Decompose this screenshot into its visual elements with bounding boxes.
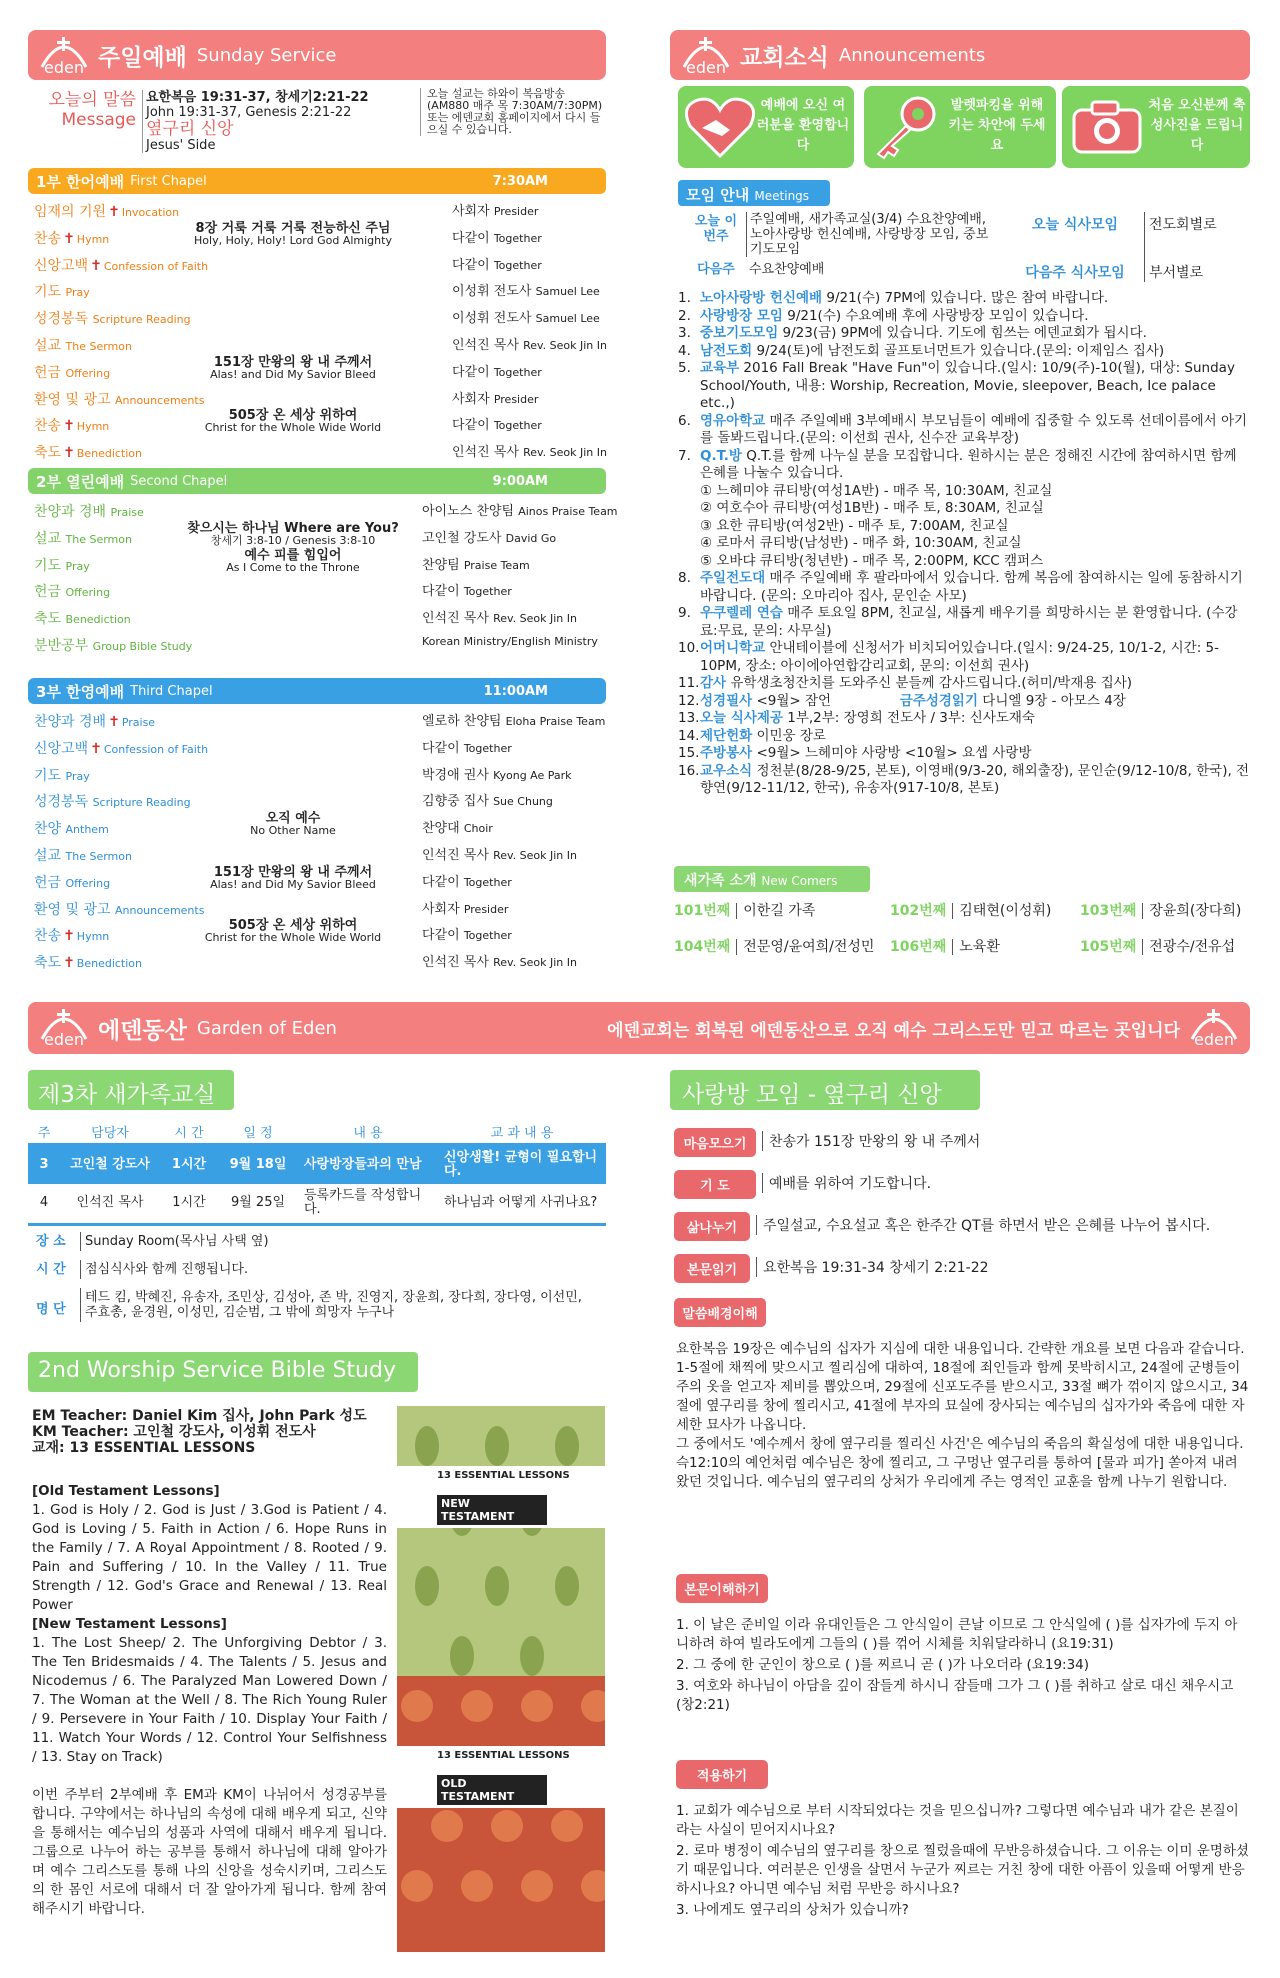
order-item-label: 찬송 ✝ Hymn (34, 418, 110, 435)
order-item-leader: 다같이 Together (422, 584, 512, 600)
order-item-leader: 다같이 Together (452, 230, 542, 246)
cross-icon: ✝ (90, 257, 102, 274)
first-chapel-bar: 1부 한어예배 First Chapel 7:30AM (28, 168, 606, 194)
worship-order-row (28, 250, 606, 276)
worship-order-row (28, 733, 606, 759)
order-item-label: 설교 The Sermon (34, 338, 132, 354)
order-item-leader: 아이노스 찬양팀 Ainos Praise Team (422, 504, 618, 519)
third-chapel (28, 678, 606, 972)
order-item-label: 축도 ✝ Benediction (34, 445, 143, 462)
book-label-band: 13 ESSENTIAL LESSONS OLD TESTAMENT (397, 1746, 605, 1808)
list-item: 8. 주일전도대 매주 주일예배 후 팔라마에서 있습니다. 함께 복음에 참여하시는 일에 동참하시기 바랍니다. (문의: 오마리아 집사, 문인순 사모) (678, 570, 1243, 604)
list-item: 7. Q.T.방 Q.T.를 함께 나누실 분을 모집합니다. 원하시는 분은 정해진 시간에 참여하시면 함께 은혜를 나눌수 있습니다. ① 느헤미야 큐티방(여성1A반) - 매주 목, 10:30AM, 친교실 ② 여호수아 큐티방(여성1B반) - 매주 토, 8:30AM, 친교실 ③ 요한 큐티방(여성2반) - 매주 토, 7:00AM, 친교실 ④ 로마서 큐티방(남성반) - 매주 화, 10:30AM, 친교실 ⑤ 오바댜 큐티방(청년반) - 매주 목, 2:00PM, KCC 캠퍼스 (672, 448, 1252, 571)
order-item-leader: 다같이 Together (452, 364, 542, 380)
book-cover-new (397, 1406, 605, 1676)
list-item: 14. 제단헌화 이민웅 장로 (678, 727, 826, 744)
order-item-leader: 다같이 Together (422, 740, 512, 756)
announcements-title: 교회소식 (740, 44, 829, 71)
newcomer-item: 101번째 이한길 가족 (674, 903, 816, 919)
hymn-title: 8장 거룩 거룩 거룩 전능하신 주님 Holy, Holy, Holy! Lord God Almighty (194, 220, 392, 247)
worship-order-row (28, 410, 606, 436)
order-item-label: 축도 Benediction (34, 611, 131, 628)
eden-logo-icon (36, 1005, 92, 1051)
newclass-title: 제3차 새가족교실 (28, 1070, 234, 1110)
svg-text:eden: eden (44, 58, 84, 77)
list-item: 12. 성경필사 <9월> 잠언 금주성경읽기 다니엘 9장 - 아모스 4장 (678, 692, 1126, 709)
worship-order-row (28, 384, 606, 410)
order-item-leader: 다같이 Together (422, 874, 512, 890)
worship-order-row (28, 840, 606, 866)
qt-group-item: ④ 로마서 큐티방(남성반) - 매주 화, 10:30AM, 친교실 (700, 535, 1022, 551)
hymn-title: 505장 온 세상 위하여 Christ for the Whole Wide World (204, 408, 382, 435)
announcements-title-en: Announcements (838, 44, 986, 66)
worship-order-row (28, 196, 606, 222)
order-item-label: 설교 The Sermon (34, 530, 132, 547)
list-item: 4. 남전도회 9/24(토)에 남전도회 골프토너먼트가 있습니다.(문의: 이제임스 집사) (678, 342, 1165, 359)
first-chapel (28, 168, 607, 462)
order-item-leader: 다같이 Together (452, 418, 542, 434)
table-row: 4 인석진 목사 1시간 9월 25일 등록카드를 작성합니다. 하나님과 어떻게 사귀나요? (28, 1184, 606, 1224)
newcomer-item: 106번째 노육환 (890, 939, 1000, 955)
sunday-title-en: Sunday Service (196, 44, 337, 66)
order-item-leader: 사회자 Presider (452, 391, 539, 407)
third-chapel-bar: 3부 한영예배 Third Chapel 11:00AM (28, 678, 606, 704)
worship-order-row (28, 520, 606, 549)
cross-icon: ✝ (63, 418, 75, 435)
worship-order-row (28, 813, 606, 839)
list-item: 11. 감사 유학생초청잔치를 도와주신 분들께 감사드립니다.(허미/박재용 집사) (678, 675, 1133, 691)
hymn-title: 505장 온 세상 위하여 Christ for the Whole Wide World (204, 918, 382, 945)
eden-title-en: Garden of Eden (196, 1017, 337, 1039)
order-item-leader: 김향중 집사 Sue Chung (422, 794, 553, 810)
order-item-leader: 이성휘 전도사 Samuel Lee (452, 311, 600, 327)
worship-order-row (28, 894, 606, 920)
order-item-leader: 이성휘 전도사 Samuel Lee (452, 284, 600, 300)
order-item-label: 축도 ✝ Benediction (34, 955, 143, 972)
book-cover-old (397, 1676, 605, 1952)
list-item: 5. 교육부 2016 Fall Break "Have Fun"이 있습니다.(일시: 10/9(주)-10(월), 대상: Sunday School/Youth, 내용: Worship, Recreation, Movie, sleepover, Beach, Ice palace etc.,) (678, 360, 1235, 411)
study-lessons: [Old Testament Lessons] 1. God is Holy / 2. God is Just / 3.God is Patient / 4. God is Loving / 5. Faith in Action / 6. Hope Runs in the Family / 7. A Royal Appointment / 8. Rooted / 9. Pain and Suffering / 10. In the Valley / 11. True Strength / 12. God's Grace and Renewal / 13. Real Power [New Testament Lessons] 1. The Lost Sheep/ 2. The Unforgiving Debtor / 3. The Ten Bridesmaids / 4. The Talents / 5. Jesus and Nicodemus / 6. The Paralyzed Man Lowered Down / 7. The Woman at the Well / 8. The Rich Young Ruler / 9. Persevere in Your Faith / 10. Display Your Faith / 11. Watch Your Words / 12. Control Your Selfishness / 13. Stay on Track) (32, 1483, 387, 1765)
order-item-label: 기도 Pray (34, 767, 90, 784)
message-scripture: 요한복음 19:31-37, 창세기2:21-22 John 19:31-37, Genesis 2:21-22 옆구리 신앙 Jesus' Side (142, 90, 412, 153)
cross-icon: ✝ (63, 955, 75, 972)
qt-group-item: ⑤ 오바댜 큐티방(청년반) - 매주 목, 2:00PM, KCC 캠퍼스 (700, 552, 1044, 569)
cross-icon: ✝ (108, 714, 120, 730)
eden-logo-icon (1186, 1005, 1242, 1051)
order-item-label: 환영 및 광고 Announcements (34, 901, 205, 918)
qt-group-item: ③ 요한 큐티방(여성2반) - 매주 토, 7:00AM, 친교실 (700, 517, 1009, 534)
newcomer-item: 103번째 장윤희(장다희) (1080, 903, 1242, 919)
list-item: 1. 노아사랑방 헌신예배 9/21(수) 7PM에 있습니다. 많은 참여 바랍니다. (678, 290, 1109, 306)
order-item-leader: 인석진 목사 Rev. Seok Jin In (422, 611, 577, 627)
sunday-banner (28, 30, 606, 80)
order-item-label: 기도 Pray (34, 557, 90, 574)
message-label: 오늘의 말씀 Message (48, 90, 136, 130)
group-background: 요한복음 19장은 예수님의 십자가 지심에 대한 내용입니다. 간략한 개요를 보면 다음과 같습니다. 1-5절에 채찍에 맞으시고 찔리심에 대하여, 18절에 죄인들과 함께 못박히시고, 24절에 군병들이 주의 옷을 얻고자 제비를 뽑았으며, 29절에 신포도주를 받으시고, 33절 뼈가 꺾이지 않으시고, 34절에 옆구리를 창에 찔리시고, 41절에 부자의 묘실에 장사되는 예수님의 십자가와 죽음에 대한 자세한 묘사가 나옵니다. 그 중에서도 '예수께서 창에 옆구리를 찔리신 사건'은 예수님의 죽음의 확실성에 대한 내용입니다. 슥12:10의 예언처럼 예수님은 창에 찔리고, 그 구멍난 옆구리를 통하여 [물과 피가] 쏟아져 내려왔던 것입니다. 예수님의 옆구리의 상처가 우리에게 주는 영적인 교훈을 함께 나누기 원합니다. (676, 1341, 1249, 1490)
order-item-label: 성경봉독 Scripture Reading (34, 794, 191, 811)
order-item-label: 설교 The Sermon (34, 848, 132, 864)
eden-logo-icon (36, 33, 92, 79)
study-teachers: EM Teacher: Daniel Kim 집사, John Park 성도 KM Teacher: 고인철 강도사, 이성휘 전도사 교재: 13 ESSENTIAL LESSONS (32, 1408, 367, 1456)
order-item-leader: 엘로하 찬양팀 Eloha Praise Team (422, 714, 606, 729)
order-item-leader: 인석진 목사 Rev. Seok Jin In (452, 445, 607, 461)
hymn-title: 찾으시는 하나님 Where are You? 창세기 3:8-10 / Genesis 3:8-10 (187, 520, 399, 547)
order-item-leader: 찬양팀 Praise Team (422, 557, 530, 573)
order-item-leader: 사회자 Presider (452, 204, 539, 219)
list-item: 2. 사랑방장 모임 9/21(수) 수요예배 후에 사랑방장 모임이 있습니다. (678, 307, 1089, 324)
newcomer-item: 105번째 전광수/전유섭 (1080, 939, 1236, 955)
camera-icon (1070, 98, 1144, 156)
study-description: 이번 주부터 2부예배 후 EM과 KM이 나뉘어서 성경공부를 합니다. 구약에서는 하나님의 속성에 대해 배우게 되고, 신약을 통해서는 예수님의 성품과 사역에 대해서 배우게 됩니다. 그룹으로 나누어 하는 공부를 통해서 하나님에 대해 알아가며 예수 그리스도를 통해 나의 신앙을 성숙시키며, 그리스도의 한 몸인 서로에 대해서 더 잘 알아가게 됩니다. 함께 참여해주시기 바랍니다. (32, 1787, 387, 1917)
second-chapel (28, 468, 618, 654)
order-item-label: 임재의 기원 ✝ Invocation (34, 204, 180, 220)
cross-icon: ✝ (90, 740, 102, 757)
worship-order-row (28, 276, 606, 302)
heart-handshake-icon (684, 94, 756, 160)
order-item-leader: 다같이 Together (422, 928, 512, 944)
order-item-label: 찬양과 경배 ✝ Praise (34, 714, 156, 730)
meetings-label: 모임 안내 Meetings (678, 180, 830, 206)
hymn-title: 예수 피를 힘입어 As I Come to the Throne (226, 547, 360, 574)
order-item-label: 신앙고백 ✝ Confession of Faith (34, 740, 209, 757)
hymn-title: 오직 예수 No Other Name (250, 811, 336, 838)
order-item-label: 찬양과 경배 Praise (34, 504, 144, 520)
order-item-leader: 인석진 목사 Rev. Seok Jin In (422, 848, 577, 863)
second-chapel-bar: 2부 열린예배 Second Chapel 9:00AM (28, 468, 606, 494)
worship-order-row (28, 354, 606, 383)
hymn-title: 151장 만왕의 왕 내 주께서 Alas! and Did My Savior Bleed (210, 354, 376, 381)
book-label-band: 13 ESSENTIAL LESSONS NEW TESTAMENT (397, 1466, 605, 1528)
group-understand-label: 본문이해하기 (676, 1574, 768, 1603)
order-item-label: 찬양 Anthem (34, 821, 109, 838)
order-item-label: 찬송 ✝ Hymn (34, 230, 110, 247)
worship-order-row (28, 437, 606, 463)
worship-order-row (28, 220, 606, 249)
order-item-label: 성경봉독 Scripture Reading (34, 311, 191, 328)
welcome-box: 예배에 오신 여러분을 환영합니다 (678, 86, 854, 168)
newcomers-list (674, 900, 1250, 970)
cross-icon: ✝ (63, 230, 75, 247)
list-item: 6. 영유아학교 매주 주일예배 3부예배시 부모님들이 예배에 집중할 수 있도록 선데이름에서 아기를 돌봐드립니다.(문의: 이선희 권사, 신수잔 교육부장) (678, 412, 1248, 446)
worship-order-row (28, 303, 606, 329)
order-item-label: 헌금 Offering (34, 874, 111, 891)
order-item-leader: 인석진 목사 Rev. Seok Jin In (422, 955, 577, 971)
order-item-leader: 사회자 Presider (422, 901, 509, 917)
eden-title: 에덴동산 (98, 1017, 187, 1044)
newcomer-item: 102번째 김태현(이성휘) (890, 903, 1052, 919)
qt-group-item: ① 느헤미야 큐티방(여성1A반) - 매주 목, 10:30AM, 친교실 (700, 482, 1053, 499)
svg-text:eden: eden (1194, 1030, 1234, 1049)
worship-order-row (28, 760, 606, 786)
cross-icon: ✝ (63, 928, 75, 945)
order-item-leader: 박경애 권사 Kyong Ae Park (422, 767, 572, 783)
worship-order-row (28, 947, 606, 973)
announcements-banner (670, 30, 1250, 80)
worship-order-row (28, 603, 606, 629)
worship-order-row (28, 706, 606, 732)
order-item-leader: 인석진 목사 Rev. Seok Jin In (452, 338, 607, 353)
eden-logo-icon (678, 33, 734, 79)
group-apply-label: 적용하기 (676, 1760, 768, 1789)
group-understand: 1. 이 날은 준비일 이라 유대인들은 그 안식일이 큰날 이므로 그 안식일에 ( )를 십자가에 두지 아니하려 하여 빌라도에게 그들의 ( )를 꺾어 시체를 치워달라하니 (요19:31) 2. 그 중에 한 군인이 창으로 ( )를 찌르니 곧 ( )가 나오더라 (요19:34) 3. 여호와 하나님이 아담을 깊이 잠들게 하시니 잠들매 그가 그 ( )를 취하고 살로 대신 채우시고 (창2:21) (676, 1617, 1238, 1713)
order-item-leader: 찬양대 Choir (422, 821, 493, 837)
leaf-pattern-icon (397, 1406, 605, 1676)
cross-icon: ✝ (63, 445, 75, 462)
svg-text:eden: eden (686, 58, 726, 77)
hymn-title: 151장 만왕의 왕 내 주께서 Alas! and Did My Savior Bleed (210, 864, 376, 891)
order-item-label: 헌금 Offering (34, 584, 111, 601)
qt-group-item: ② 여호수아 큐티방(여성1B반) - 매주 토, 8:30AM, 친교실 (700, 500, 1044, 516)
petal-pattern-icon (397, 1676, 605, 1952)
valet-box: 발렛파킹을 위해 키는 차안에 두세요 (864, 86, 1056, 168)
order-item-label: 환영 및 광고 Announcements (34, 391, 205, 408)
newcomers-label: 새가족 소개 New Comers (674, 866, 870, 892)
list-item: 13. 오늘 식사제공 1부,2부: 장영희 전도사 / 3부: 신사도재숙 (678, 710, 1035, 726)
newcomer-item: 104번째 전문영/윤여희/전성민 (674, 939, 875, 955)
svg-text:eden: eden (44, 1030, 84, 1049)
order-item-leader: Korean Ministry/English Ministry (422, 635, 598, 648)
order-item-label: 찬송 ✝ Hymn (34, 928, 110, 945)
list-item: 10. 어머니학교 안내테이블에 신청서가 비치되어있습니다.(일시: 9/24-25, 10/1-2, 시간: 5-10PM, 장소: 아이에아연합감리교회, 문의: 이선희 권사) (678, 640, 1219, 674)
order-item-label: 헌금 Offering (34, 364, 111, 381)
worship-order-row (28, 576, 606, 602)
order-item-label: 신앙고백 ✝ Confession of Faith (34, 257, 209, 274)
study-title: 2nd Worship Service Bible Study (28, 1352, 418, 1392)
broadcast-note: 오늘 설교는 하와이 복음방송 (AM880 매주 목 7:30AM/7:30PM) 또는 에덴교회 홈페이지에서 다시 들으실 수 있습니다. (420, 88, 605, 136)
list-item: 16. 교우소식 정천분(8/28-9/25, 본토), 이영배(9/3-20, 해외출장), 문인순(9/12-10/8, 한국), 전향연(9/12-11/12, 한국), 유송자(917-10/8, 본토) (678, 762, 1250, 796)
cross-icon: ✝ (108, 204, 120, 220)
eden-banner (28, 1002, 1250, 1054)
key-icon (870, 92, 942, 162)
order-item-leader: 다같이 Together (452, 257, 542, 273)
worship-order-row (28, 547, 606, 576)
worship-order-row (28, 920, 606, 946)
list-item: 9. 우쿠렐레 연습 매주 토요일 8PM, 친교실, 새롭게 배우기를 희망하시는 분 환영합니다. (수강료:무료, 문의: 사무실) (678, 605, 1238, 639)
group-apply: 1. 교회가 예수님으로 부터 시작되었다는 것을 믿으십니까? 그렇다면 예수님과 내가 같은 본질이라는 사실이 믿어지시나요? 2. 로마 병정이 예수님의 옆구리를 창으로 찔렀을때에 무반응하셨습니다. 그 이유는 이미 운명하셨기 때문입니다. 여러분은 인생을 살면서 누군가 찌르는 거친 창에 대한 아픔이 있을때 어떻게 반응하시나요? 아니면 예수님 처럼 무반응 하시나요? 3. 나에게도 옆구리의 상처가 있습니까? (676, 1803, 1249, 1918)
eden-motto: 에덴교회는 회복된 에덴동산으로 오직 예수 그리스도만 믿고 따르는 곳입니다 (607, 1020, 1180, 1041)
announcement-list (672, 290, 1252, 798)
worship-order-row (28, 864, 606, 893)
sunday-title: 주일예배 (98, 44, 187, 71)
worship-order-row (28, 630, 606, 656)
worship-order-row (28, 786, 606, 812)
worship-order-row (28, 330, 606, 356)
photo-box: 처음 오신분께 축성사진을 드립니다 (1062, 86, 1250, 168)
order-item-label: 분반공부 Group Bible Study (34, 638, 193, 654)
table-row: 3 고인철 강도사 1시간 9월 18일 사랑방장들과의 만남 신앙생활! 균형이 필요합니다. (28, 1144, 606, 1184)
list-item: 3. 중보기도모임 9/23(금) 9PM에 있습니다. 기도에 힘쓰는 에덴교회가 됩시다. (678, 325, 1147, 341)
order-item-leader: 고인철 강도사 David Go (422, 530, 557, 546)
group-title: 사랑방 모임 - 옆구리 신앙 (670, 1070, 980, 1110)
newclass-table: 주 담당자 시 간 일 정 내 용 교 과 내 용 3 고인철 강도사 1시간 9월 18일 사랑방장들과의 만남 신앙생활! 균형이 필요합니다. 4 인석진 목사 1시간 9월 25일 등록카드를 작성합니다. 하나님과 어떻게 사귀나요? (28, 1120, 606, 1226)
worship-order-row (28, 496, 618, 522)
order-item-label: 기도 Pray (34, 284, 90, 301)
list-item: 15. 주방봉사 <9월> 느헤미야 사랑방 <10월> 요셉 사랑방 (678, 745, 1032, 761)
